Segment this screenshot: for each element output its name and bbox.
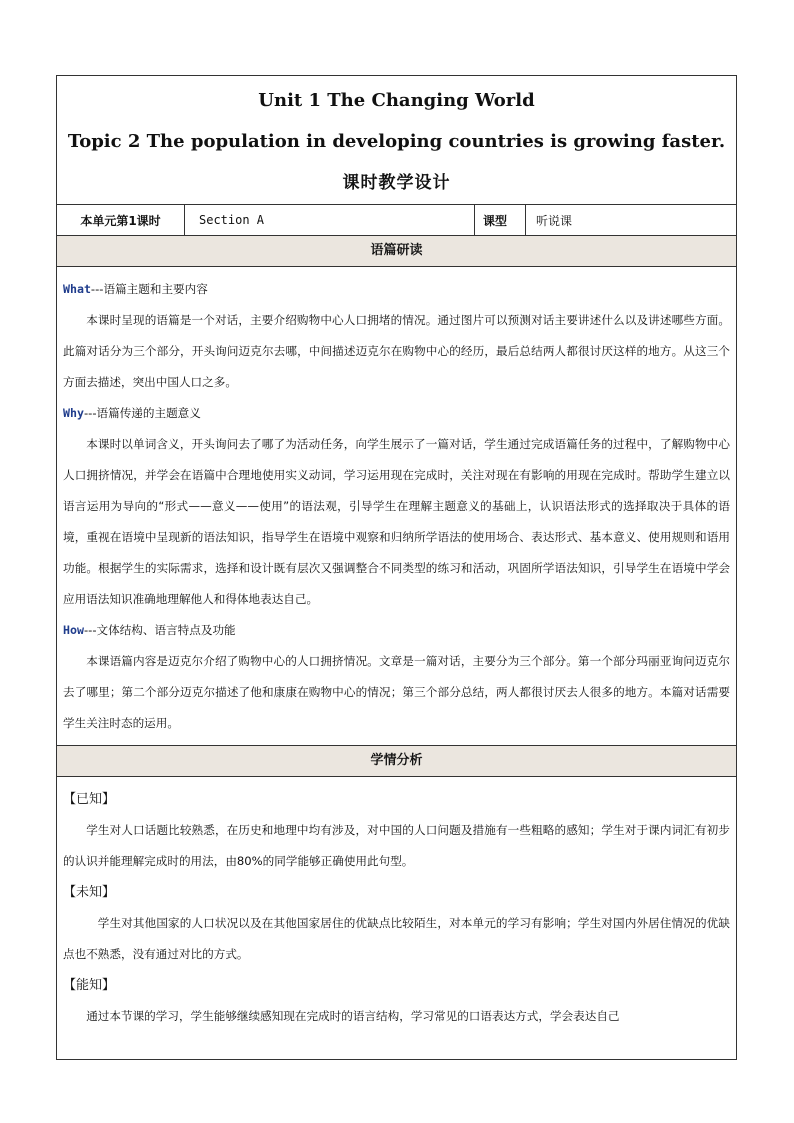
how-heading-text: ---文体结构、语言特点及功能 xyxy=(83,623,236,637)
topic-title: Topic 2 The population in developing countries is growing faster. xyxy=(67,131,726,152)
unknown-label: 【未知】 xyxy=(63,885,116,900)
what-keyword: What xyxy=(63,282,91,296)
title-block xyxy=(57,76,736,205)
section-value: Section A xyxy=(185,205,475,235)
unknown-paragraph: 学生对其他国家的人口状况以及在其他国家居住的优缺点比较陌生，对本单元的学习有影响；学生对国内外居住情况的优缺点也不熟悉，没有通过对比的方式。 xyxy=(63,916,730,961)
how-heading xyxy=(63,615,730,646)
known-label: 【已知】 xyxy=(63,792,116,807)
reading-section-header: 语篇研读 xyxy=(57,236,736,267)
lesson-type-value: 听说课 xyxy=(536,213,573,228)
lesson-type-label: 课型 xyxy=(475,205,526,235)
how-keyword: How xyxy=(63,623,84,637)
lesson-info-row xyxy=(57,205,736,236)
why-keyword: Why xyxy=(63,406,84,420)
why-heading-text: ---语篇传递的主题意义 xyxy=(83,406,201,420)
what-heading-text: ---语篇主题和主要内容 xyxy=(90,282,208,296)
lesson-design-table xyxy=(56,75,737,1060)
able-label: 【能知】 xyxy=(63,978,116,993)
able-paragraph: 通过本节课的学习，学生能够继续感知现在完成时的语言结构，学习常见的口语表达方式，学会表达自己 xyxy=(86,1009,620,1023)
what-heading xyxy=(63,274,730,305)
why-heading xyxy=(63,398,730,429)
analysis-content xyxy=(57,777,736,1038)
why-paragraph: 本课时以单词含义，开头询问去了哪了为活动任务，向学生展示了一篇对话，学生通过完成语篇任务的过程中，了解购物中心人口拥挤情况，并学会在语篇中合理地使用实义动词，学习运用现在完成时，关注对现在有影响的用现在完成时。帮助学生建立以语言运用为导向的“形式——意义——使用”的语法观，引导学生在理解主题意义的基础上，认识语法形式的选择取决于具体的语境，重视在语境中呈现新的语法知识，指导学生在语境中观察和归纳所学语法的使用场合、表达形式、基本意义、使用规则和语用功能。根据学生的实际需求，选择和设计既有层次又强调整合不同类型的练习和活动，巩固所学语法知识，引导学生在语境中学会应用语法知识准确地理解他人和得体地表达自己。 xyxy=(63,437,730,606)
page-subtitle: 课时教学设计 xyxy=(342,173,451,193)
known-paragraph: 学生对人口话题比较熟悉，在历史和地理中均有涉及，对中国的人口问题及措施有一些粗略的感知；学生对于课内词汇有初步的认识并能理解完成时的用法，由80%的同学能够正确使用此句型。 xyxy=(63,823,730,868)
reading-content xyxy=(57,267,736,745)
unit-title: Unit 1 The Changing World xyxy=(258,90,535,111)
how-paragraph: 本课语篇内容是迈克尔介绍了购物中心的人口拥挤情况。文章是一篇对话，主要分为三个部分。第一个部分玛丽亚询问迈克尔去了哪里；第二个部分迈克尔描述了他和康康在购物中心的情况；第三个部分总结，两人都很讨厌去人很多的地方。本篇对话需要学生关注时态的运用。 xyxy=(63,654,730,730)
what-paragraph: 本课时呈现的语篇是一个对话，主要介绍购物中心人口拥堵的情况。通过图片可以预测对话主要讲述什么以及讲述哪些方面。此篇对话分为三个部分，开头询问迈克尔去哪，中间描述迈克尔在购物中心的经历，最后总结两人都很讨厌这样的地方。从这三个方面去描述，突出中国人口之多。 xyxy=(63,313,730,389)
lesson-number-label: 本单元第1课时 xyxy=(57,205,185,235)
analysis-section-header: 学情分析 xyxy=(57,745,736,777)
